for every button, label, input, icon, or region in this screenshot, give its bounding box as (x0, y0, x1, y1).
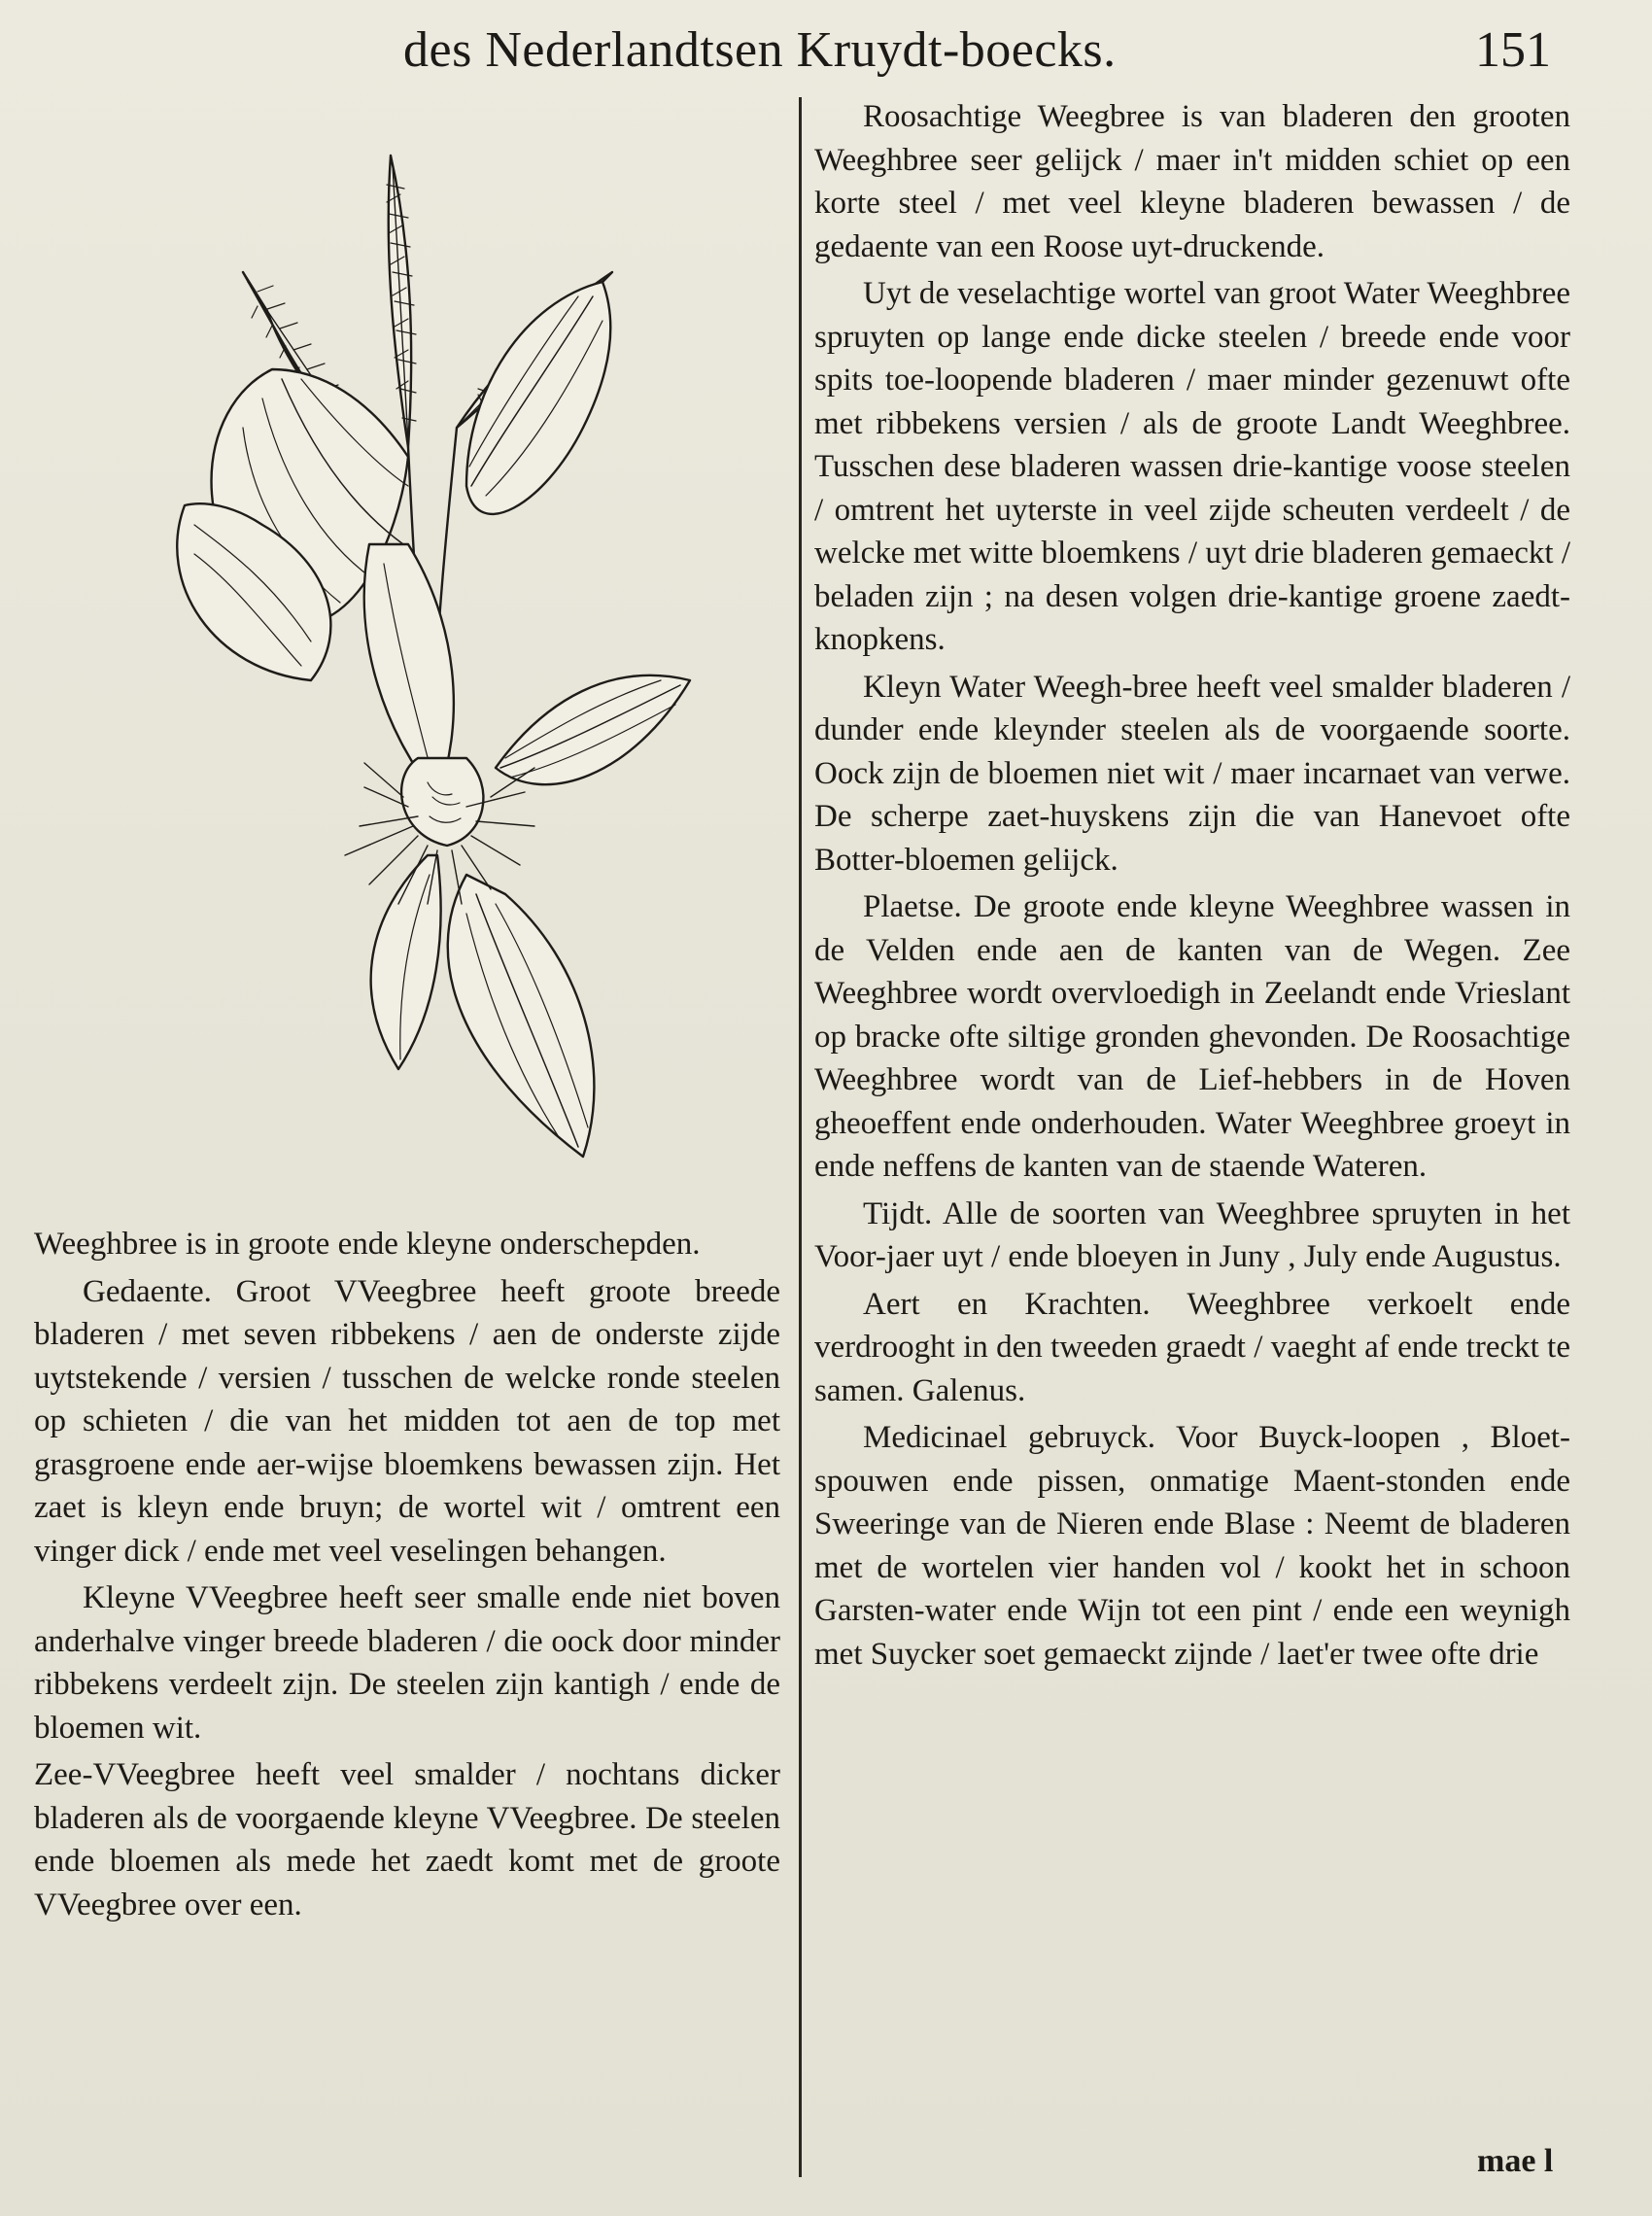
running-header-title: des Nederlandtsen Kruydt-boecks. (403, 22, 1117, 78)
paragraph-tijdt: Tijdt. Alle de soorten van Weeghbree spruyten in het Voor-jaer uyt / ende bloeyen in Juny , July ende Augustus. (814, 1195, 1570, 1274)
paragraph-roosachtige: Roosachtige Weegbree is van bladeren den grooten Weeghbree seer gelijck / maer in't midden schiet op een korte steel / met veel kleyne bladeren bewassen / de gedaente van een Roose uyt-druckende. (814, 99, 1570, 264)
column-divider-rule (799, 97, 802, 2177)
leaf-middle-right (496, 675, 690, 784)
page-number: 151 (1475, 22, 1551, 78)
right-text-column (814, 95, 1570, 1679)
plantain-woodcut-illustration (175, 136, 719, 1195)
leaf-bottom (448, 875, 595, 1157)
leaf-upper-right (466, 282, 610, 514)
paragraph-medicinael: Medicinael gebruyck. Voor Buyck-loopen , Bloet-spouwen ende pissen, onmatige Maent-stonden ende Sweeringe van de Nieren ende Blase : Neemt de bladeren met de wortelen vier handen vol / kookt het in schoon Garsten-water ende Wijn tot een pint / ende een weynigh met Suycker soet gemaeckt zijnde / laet'er twee ofte drie (814, 1420, 1570, 1672)
paragraph-aert-en-krachten: Aert en Krachten. Weeghbree verkoelt ende verdrooght in den tweeden graedt / vaeght af ende treckt te samen. Galenus. (814, 1286, 1570, 1408)
paragraph-zee-weegbree: Zee-VVeegbree heeft veel smalder / nochtans dicker bladeren als de voorgaende kleyne VVeegbree. De steelen ende bloemen als mede het zaedt komt met de groote VVeegbree over een. (34, 1757, 780, 1922)
paragraph-plaetse: Plaetse. De groote ende kleyne Weeghbree wassen in de Velden ende aen de kanten van de Wegen. Zee Weeghbree wordt overvloedigh in Zeelandt ende Vrieslant op bracke ofte siltige gronden ghevonden. De Roosachtige Weeghbree wordt van de Lief-hebbers in de Hoven gheoeffent ende onderhouden. Water Weeghbree groeyt in ende neffens de kanten van de staende Wateren. (814, 889, 1570, 1184)
paragraph-kleyne-weegbree: Kleyne VVeegbree heeft seer smalle ende niet boven anderhalve vinger breede bladeren / die oock door minder ribbekens verdeelt zijn. De steelen zijn kantigh / ende de bloemen wit. (34, 1580, 780, 1746)
paragraph-kleyn-water: Kleyn Water Weegh-bree heeft veel smalder bladeren / dunder ende kleynder steelen als de voorgaende soorte. Oock zijn de bloemen niet wit / maer incarnaet van verwe. De scherpe zaet-huyskens zijn die van Hanevoet ofte Botter-bloemen gelijck. (814, 669, 1570, 878)
flower-spike-center (387, 156, 416, 447)
catchword: mae l (1477, 2143, 1554, 2179)
paragraph-weeghbree-intro: Weeghbree is in groote ende kleyne onderschepden. (34, 1227, 701, 1262)
left-text-column (34, 1223, 780, 1930)
paragraph-water-weeghbree: Uyt de veselachtige wortel van groot Water Weeghbree spruyten op lange ende dicke steelen / breede ende voor spits toe-loopende bladeren / maer minder gezenuwt ofte met ribbekens versien / als de groote Landt Weeghbree. Tusschen dese bladeren wassen drie-kantige voose steelen / omtrent het uyterste in veel zijde scheuten verdeelt / de welcke met witte bloemkens / uyt drie bladeren gemaeckt / beladen zijn ; na desen volgen drie-kantige groene zaedt-knopkens. (814, 276, 1570, 657)
paragraph-gedaente: Gedaente. Groot VVeegbree heeft groote breede bladeren / met seven ribbekens / aen de onderste zijde uytstekende / versien / tusschen de welcke ronde steelen op schieten / die van het midden tot aen de top met grasgroene ende aer-wijse bloemkens bewassen zijn. Het zaet is kleyn ende bruyn; de wortel wit / omtrent een vinger dick / ende met veel veselingen behangen. (34, 1273, 780, 1569)
